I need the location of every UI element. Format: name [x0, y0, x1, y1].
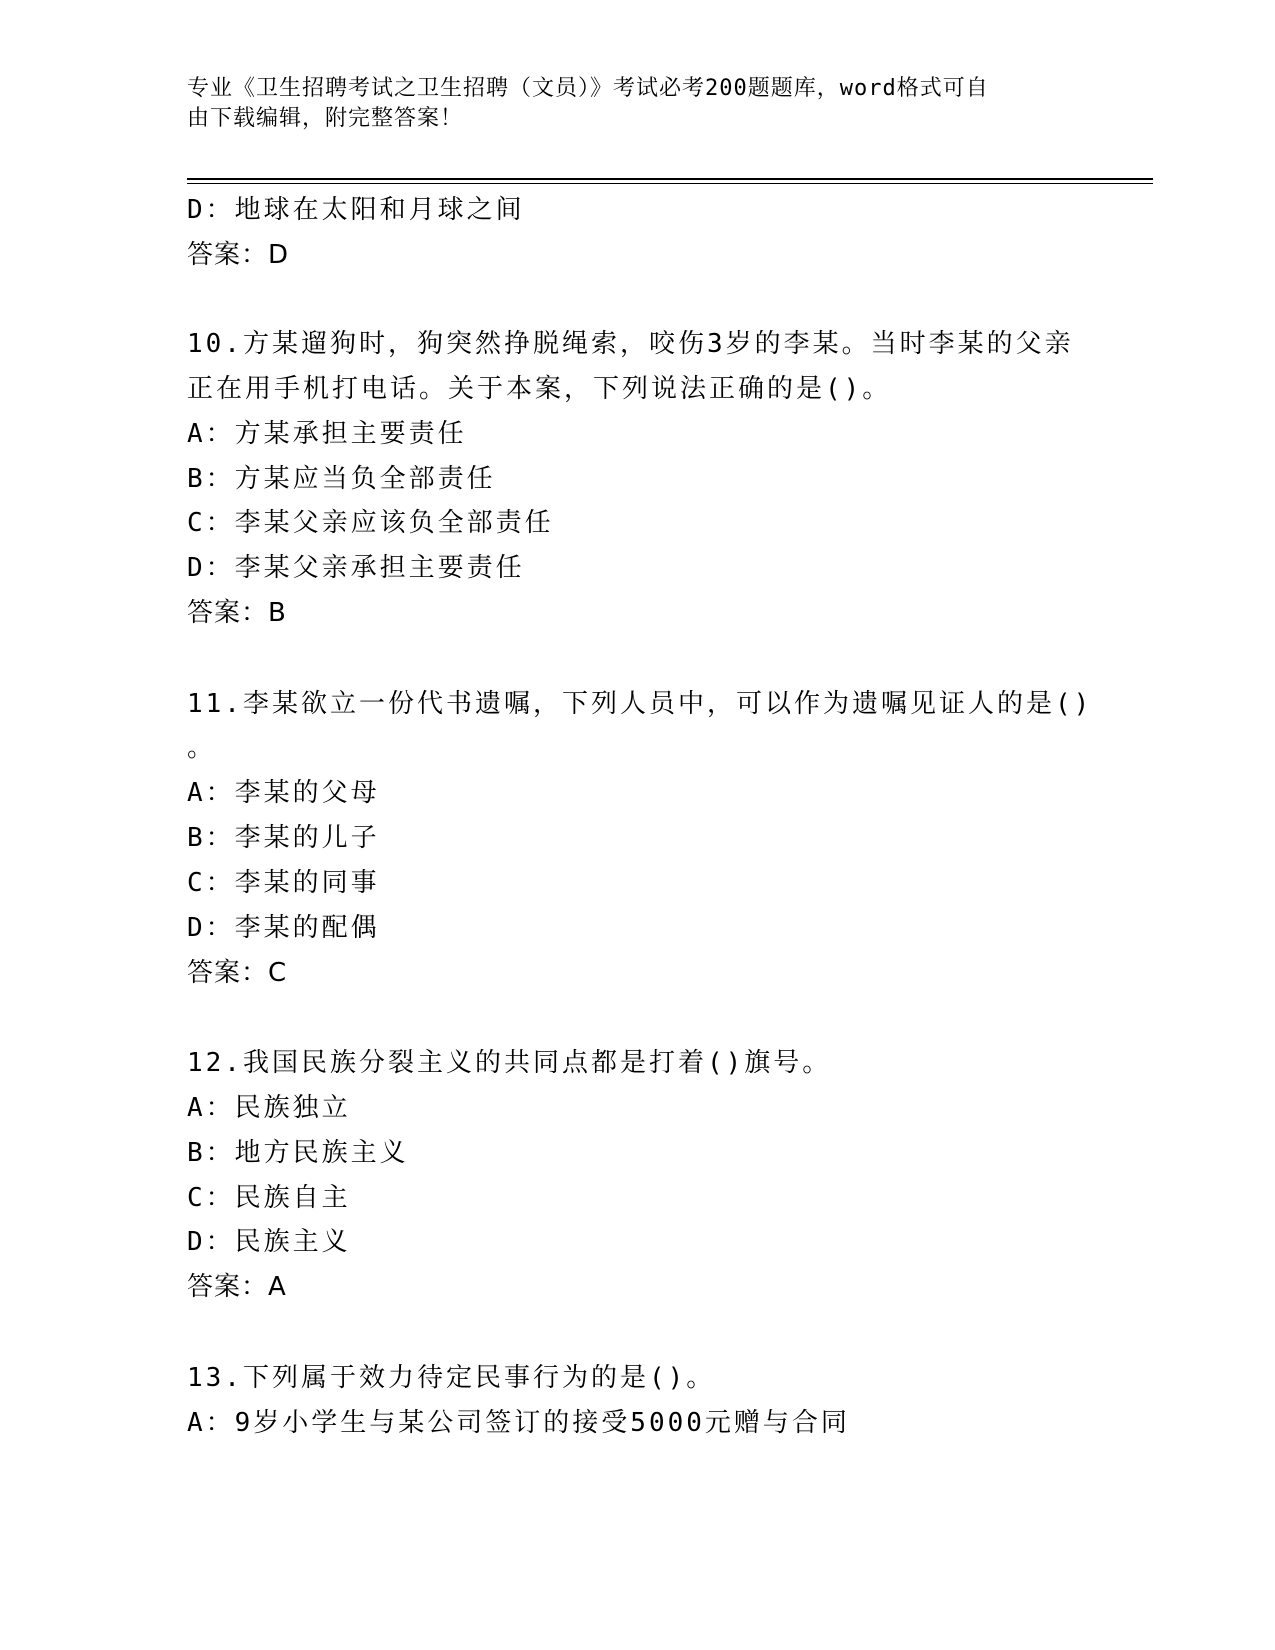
- answer-11: 答案：C: [187, 958, 288, 988]
- answer-9: 答案：D: [187, 240, 290, 270]
- question-12: 12.我国民族分裂主义的共同点都是打着()旗号。: [187, 1048, 832, 1078]
- q12-option-c: C：民族自主: [187, 1183, 351, 1213]
- question-10-line-1: 10.方某遛狗时，狗突然挣脱绳索，咬伤3岁的李某。当时李某的父亲: [187, 329, 1074, 359]
- q10-option-a: A：方某承担主要责任: [187, 419, 467, 449]
- document-header: [187, 74, 1087, 134]
- q11-option-c: C：李某的同事: [187, 868, 380, 898]
- question-10-line-2: 正在用手机打电话。关于本案，下列说法正确的是()。: [187, 374, 892, 404]
- header-line-1: 专业《卫生招聘考试之卫生招聘（文员）》考试必考200题题库，word格式可自: [187, 76, 989, 101]
- q12-option-b: B：地方民族主义: [187, 1138, 409, 1168]
- q13-option-a: A：9岁小学生与某公司签订的接受5000元赠与合同: [187, 1408, 850, 1438]
- q10-option-d: D：李某父亲承担主要责任: [187, 553, 525, 583]
- q12-option-a: A：民族独立: [187, 1093, 351, 1123]
- header-line-2: 由下载编辑，附完整答案！: [187, 106, 464, 131]
- q10-option-b: B：方某应当负全部责任: [187, 464, 496, 494]
- header-divider-thin: [187, 183, 1153, 184]
- question-13: 13.下列属于效力待定民事行为的是()。: [187, 1363, 716, 1393]
- option-d-prev: D：地球在太阳和月球之间: [187, 195, 525, 225]
- question-11-line-2: 。: [187, 733, 217, 763]
- q10-option-c: C：李某父亲应该负全部责任: [187, 508, 554, 538]
- q11-option-a: A：李某的父母: [187, 778, 380, 808]
- q11-option-b: B：李某的儿子: [187, 823, 380, 853]
- answer-10: 答案：B: [187, 598, 287, 628]
- q12-option-d: D：民族主义: [187, 1227, 351, 1257]
- question-11-line-1: 11.李某欲立一份代书遗嘱，下列人员中，可以作为遗嘱见证人的是(): [187, 689, 1093, 719]
- q11-option-d: D：李某的配偶: [187, 913, 380, 943]
- answer-12: 答案：A: [187, 1272, 287, 1302]
- header-divider-thick: [187, 178, 1153, 180]
